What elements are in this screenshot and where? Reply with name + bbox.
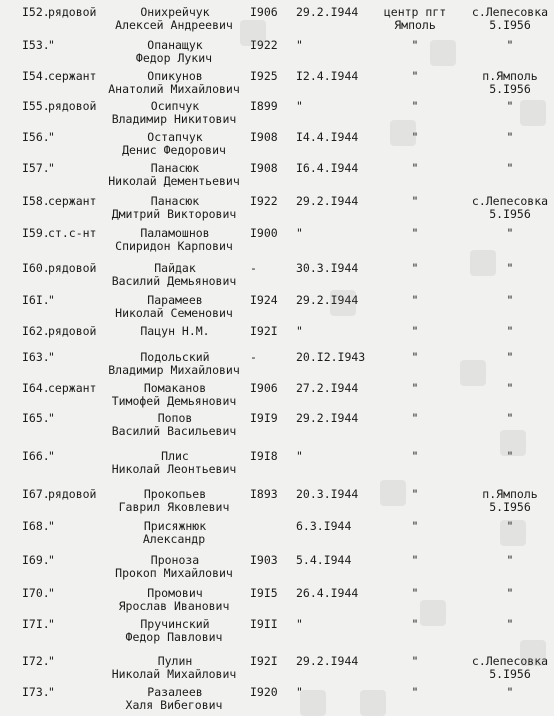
place-of-death: "	[411, 69, 419, 83]
birth-year: I92I	[250, 324, 278, 338]
birth-year: I900	[250, 226, 278, 240]
reburial: "	[506, 350, 514, 364]
place-of-death-line2: Ямполь	[394, 18, 436, 32]
rank: ст.с-нт	[48, 226, 97, 240]
given-names: Владимир Никитович	[111, 112, 237, 126]
death-date: 20.3.I944	[296, 487, 359, 501]
table-row	[0, 129, 554, 161]
reburial: "	[506, 586, 514, 600]
death-date: "	[296, 617, 303, 631]
watermark-stamp	[500, 520, 526, 546]
surname: Панасюк	[150, 161, 200, 175]
death-date: 5.4.I944	[296, 553, 352, 567]
reburial: п.Ямполь	[482, 487, 538, 501]
rank: "	[48, 685, 55, 699]
row-number: I73.	[22, 685, 50, 699]
reburial: "	[506, 449, 514, 463]
given-names: Владимир Михайлович	[108, 363, 240, 377]
death-date: "	[296, 449, 303, 463]
birth-year: I893	[250, 487, 278, 501]
given-names: Алексей Андреевич	[115, 18, 233, 32]
row-number: I72.	[22, 654, 50, 668]
reburial: "	[506, 324, 514, 338]
row-number: I62.	[22, 324, 50, 338]
given-names: Николай Семенович	[115, 306, 233, 320]
rank: "	[48, 293, 55, 307]
place-of-death: "	[411, 99, 419, 113]
birth-year: I922	[250, 38, 278, 52]
death-date: 20.I2.I943	[296, 350, 366, 364]
place-of-death: "	[411, 487, 419, 501]
rank: "	[48, 38, 55, 52]
watermark-stamp	[460, 360, 486, 386]
birth-year: -	[250, 261, 257, 275]
reburial: "	[506, 38, 514, 52]
table-row	[0, 410, 554, 442]
table-row	[0, 585, 554, 617]
birth-year: I922	[250, 194, 278, 208]
rank: рядовой	[48, 487, 97, 501]
watermark-stamp	[420, 600, 446, 626]
watermark-stamp	[390, 120, 416, 146]
table-row	[0, 684, 554, 716]
place-of-death: центр пгт	[383, 5, 447, 19]
reburial: "	[506, 685, 514, 699]
birth-year: I92I	[250, 654, 278, 668]
surname: Проноза	[150, 553, 200, 567]
surname: Опанащук	[147, 38, 203, 52]
reburial: "	[506, 99, 514, 113]
surname: Помаканов	[143, 381, 207, 395]
reburial-line2: 5.I956	[489, 667, 531, 681]
watermark-stamp	[300, 690, 326, 716]
place-of-death: "	[411, 586, 419, 600]
death-date: "	[296, 685, 303, 699]
given-names: Прокоп Михайлович	[115, 566, 233, 580]
given-names: Тимофей Демьянович	[111, 394, 237, 408]
death-date: 29.2.I944	[296, 194, 359, 208]
row-number: I67.	[22, 487, 50, 501]
given-names: Федор Павлович	[125, 630, 223, 644]
rank: "	[48, 654, 55, 668]
reburial: "	[506, 617, 514, 631]
place-of-death: "	[411, 685, 419, 699]
death-date: I4.4.I944	[296, 130, 359, 144]
reburial-line2: 5.I956	[489, 18, 531, 32]
row-number: I65.	[22, 411, 50, 425]
surname: Онихрейчук	[140, 5, 210, 19]
reburial: "	[506, 519, 514, 533]
rank: "	[48, 553, 55, 567]
table-row	[0, 616, 554, 648]
rank: рядовой	[48, 261, 97, 275]
row-number: I53.	[22, 38, 50, 52]
table-row	[0, 98, 554, 130]
birth-year: I9II	[250, 617, 278, 631]
reburial: с.Лепесовка	[471, 194, 549, 208]
table-row	[0, 193, 554, 225]
row-number: I69.	[22, 553, 50, 567]
surname: Паламошнов	[140, 226, 210, 240]
rank: "	[48, 519, 55, 533]
death-date: "	[296, 226, 303, 240]
table-row	[0, 68, 554, 100]
row-number: I63.	[22, 350, 50, 364]
reburial: "	[506, 130, 514, 144]
row-number: I7I.	[22, 617, 50, 631]
death-date: "	[296, 324, 303, 338]
table-row	[0, 486, 554, 518]
watermark-stamp	[380, 480, 406, 506]
table-row	[0, 292, 554, 324]
reburial-line2: 5.I956	[489, 500, 531, 514]
surname: Попов	[157, 411, 193, 425]
row-number: I6I.	[22, 293, 50, 307]
row-number: I54.	[22, 69, 50, 83]
given-names: Денис Федорович	[122, 143, 226, 157]
given-names: Ярослав Иванович	[118, 599, 230, 613]
death-date: "	[296, 38, 303, 52]
death-date: 29.2.I944	[296, 411, 359, 425]
given-names: Дмитрий Викторович	[111, 207, 237, 221]
surname: Пручинский	[140, 617, 210, 631]
given-names: Николай Дементьевич	[108, 174, 240, 188]
row-number: I56.	[22, 130, 50, 144]
reburial-line2: 5.I956	[489, 82, 531, 96]
reburial: "	[506, 411, 514, 425]
rank: "	[48, 586, 55, 600]
rank: сержант	[48, 69, 97, 83]
table-row	[0, 653, 554, 685]
death-date: "	[296, 99, 303, 113]
reburial: с.Лепесовка	[471, 654, 549, 668]
given-names: Николай Михайлович	[111, 667, 237, 681]
place-of-death: "	[411, 261, 419, 275]
death-date: I2.4.I944	[296, 69, 359, 83]
row-number: I52.	[22, 5, 50, 19]
surname: Пайдак	[154, 261, 196, 275]
surname: Опикунов	[147, 69, 203, 83]
place-of-death: "	[411, 38, 419, 52]
watermark-stamp	[500, 430, 526, 456]
birth-year: I9I5	[250, 586, 278, 600]
birth-year: I925	[250, 69, 278, 83]
rank: "	[48, 617, 55, 631]
reburial: "	[506, 161, 514, 175]
given-names: Анатолий Михайлович	[108, 82, 240, 96]
surname: Прокопьев	[143, 487, 207, 501]
reburial: с.Лепесовка	[471, 5, 549, 19]
birth-year: I906	[250, 5, 278, 19]
row-number: I57.	[22, 161, 50, 175]
rank: сержант	[48, 194, 97, 208]
birth-year: I9I8	[250, 449, 278, 463]
given-names: Федор Лукич	[135, 51, 213, 65]
place-of-death: "	[411, 553, 419, 567]
row-number: I68.	[22, 519, 50, 533]
surname: Пацун Н.М.	[140, 324, 210, 338]
reburial: "	[506, 293, 514, 307]
place-of-death: "	[411, 381, 419, 395]
place-of-death: "	[411, 293, 419, 307]
watermark-stamp	[520, 100, 546, 126]
surname: Присяжнюк	[143, 519, 207, 533]
place-of-death: "	[411, 194, 419, 208]
birth-year: I908	[250, 130, 278, 144]
rank: "	[48, 130, 55, 144]
place-of-death: "	[411, 654, 419, 668]
watermark-stamp	[360, 690, 386, 716]
place-of-death: "	[411, 161, 419, 175]
watermark-stamp	[470, 250, 496, 276]
place-of-death: "	[411, 617, 419, 631]
reburial: "	[506, 261, 514, 275]
given-names: Василий Васильевич	[111, 424, 237, 438]
row-number: I58.	[22, 194, 50, 208]
place-of-death: "	[411, 449, 419, 463]
given-names: Александр	[142, 532, 206, 546]
rank: рядовой	[48, 5, 97, 19]
rank: рядовой	[48, 99, 97, 113]
table-row	[0, 518, 554, 550]
watermark-stamp	[240, 20, 266, 46]
birth-year: I924	[250, 293, 278, 307]
birth-year: I899	[250, 99, 278, 113]
row-number: I60.	[22, 261, 50, 275]
birth-year: I9I9	[250, 411, 278, 425]
rank: "	[48, 350, 55, 364]
given-names: Спиридон Карпович	[115, 239, 233, 253]
reburial: "	[506, 381, 514, 395]
given-names: Халя Вибегович	[125, 698, 223, 712]
place-of-death: "	[411, 519, 419, 533]
surname: Остапчук	[147, 130, 203, 144]
death-date: 27.2.I944	[296, 381, 359, 395]
death-date: 6.3.I944	[296, 519, 352, 533]
reburial: "	[506, 226, 514, 240]
row-number: I66.	[22, 449, 50, 463]
birth-year: I903	[250, 553, 278, 567]
given-names: Василий Демьянович	[111, 274, 237, 288]
surname: Промович	[147, 586, 203, 600]
death-date: 30.3.I944	[296, 261, 359, 275]
birth-year: I908	[250, 161, 278, 175]
death-date: 29.2.I944	[296, 654, 359, 668]
death-date: 29.2.I944	[296, 293, 359, 307]
table-row	[0, 160, 554, 192]
rank: "	[48, 161, 55, 175]
place-of-death: "	[411, 226, 419, 240]
watermark-stamp	[520, 640, 546, 666]
place-of-death: "	[411, 411, 419, 425]
surname: Плис	[161, 449, 189, 463]
reburial-line2: 5.I956	[489, 207, 531, 221]
surname: Панасюк	[150, 194, 200, 208]
watermark-stamp	[330, 290, 356, 316]
given-names: Николай Леонтьевич	[111, 462, 237, 476]
surname: Подольский	[140, 350, 210, 364]
death-date: 26.4.I944	[296, 586, 359, 600]
death-date: I6.4.I944	[296, 161, 359, 175]
surname: Пулин	[157, 654, 193, 668]
birth-year: -	[250, 350, 257, 364]
birth-year: I906	[250, 381, 278, 395]
table-row	[0, 552, 554, 584]
death-date: 29.2.I944	[296, 5, 359, 19]
place-of-death: "	[411, 350, 419, 364]
place-of-death: "	[411, 324, 419, 338]
reburial: п.Ямполь	[482, 69, 538, 83]
row-number: I70.	[22, 586, 50, 600]
surname: Разалеев	[147, 685, 203, 699]
reburial: "	[506, 553, 514, 567]
birth-year: I920	[250, 685, 278, 699]
rank: сержант	[48, 381, 97, 395]
table-row	[0, 4, 554, 36]
rank: "	[48, 449, 55, 463]
row-number: I64.	[22, 381, 50, 395]
surname: Парамеев	[147, 293, 203, 307]
rank: "	[48, 411, 55, 425]
row-number: I59.	[22, 226, 50, 240]
table-row	[0, 448, 554, 480]
surname: Осипчук	[150, 99, 200, 113]
place-of-death: "	[411, 130, 419, 144]
rank: рядовой	[48, 324, 97, 338]
given-names: Гаврил Яковлевич	[118, 500, 230, 514]
watermark-stamp	[430, 40, 456, 66]
row-number: I55.	[22, 99, 50, 113]
table-row	[0, 37, 554, 69]
